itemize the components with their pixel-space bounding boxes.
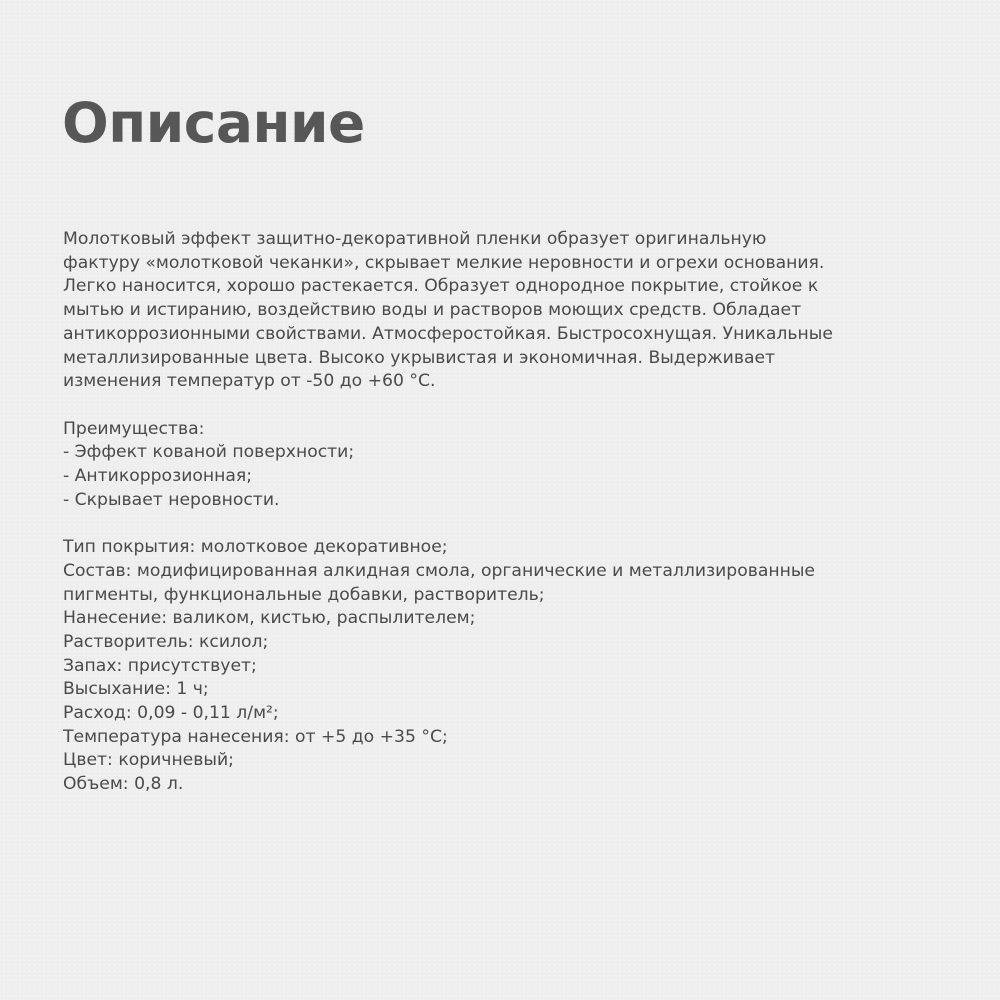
spec-line: Тип покрытия: молотковое декоративное; [63,537,448,558]
spec-line: Высыхание: 1 ч; [63,679,209,700]
description-line: фактуру «молотковой чеканки», скрывает мелкие неровности и огрехи основания. [63,252,825,273]
spacer [63,394,968,418]
spec-line: Цвет: коричневый; [63,750,234,771]
description-line: Легко наносится, хорошо растекается. Образует однородное покрытие, стойкое к [63,276,819,297]
advantage-item: - Антикоррозионная; [63,466,253,487]
description-line: антикоррозионными свойствами. Атмосферостойкая. Быстросохнущая. Уникальные [63,323,833,344]
advantages-heading: Преимущества: [63,418,205,439]
advantages-section [63,418,968,513]
spec-line: Объем: 0,8 л. [63,774,184,795]
advantage-item: - Эффект кованой поверхности; [63,442,355,463]
advantage-item: - Скрывает неровности. [63,489,280,510]
spec-line: Состав: модифицированная алкидная смола, органические и металлизированные [63,560,816,581]
page-title: Описание [62,91,365,155]
spec-line: Расход: 0,09 - 0,11 л/м²; [63,703,279,724]
description-line: Молотковый эффект защитно-декоративной пленки образует оригинальную [63,229,767,249]
specs-section [63,536,968,797]
spec-line: Растворитель: ксилол; [63,631,269,652]
description-paragraph [63,228,968,394]
spec-line: Нанесение: валиком, кистью, распылителем; [63,608,476,629]
spec-line: Температура нанесения: от +5 до +35 °С; [63,726,448,747]
description-line: металлизированные цвета. Высоко укрывистая и экономичная. Выдерживает [63,347,776,368]
spec-line: Запах: присутствует; [63,655,257,676]
spec-line: пигменты, функциональные добавки, растворитель; [63,584,545,605]
description-content [63,228,968,797]
description-line: мытью и истиранию, воздействию воды и растворов моющих средств. Обладает [63,300,802,321]
spacer [63,512,968,536]
description-line: изменения температур от -50 до +60 °С. [63,371,436,392]
